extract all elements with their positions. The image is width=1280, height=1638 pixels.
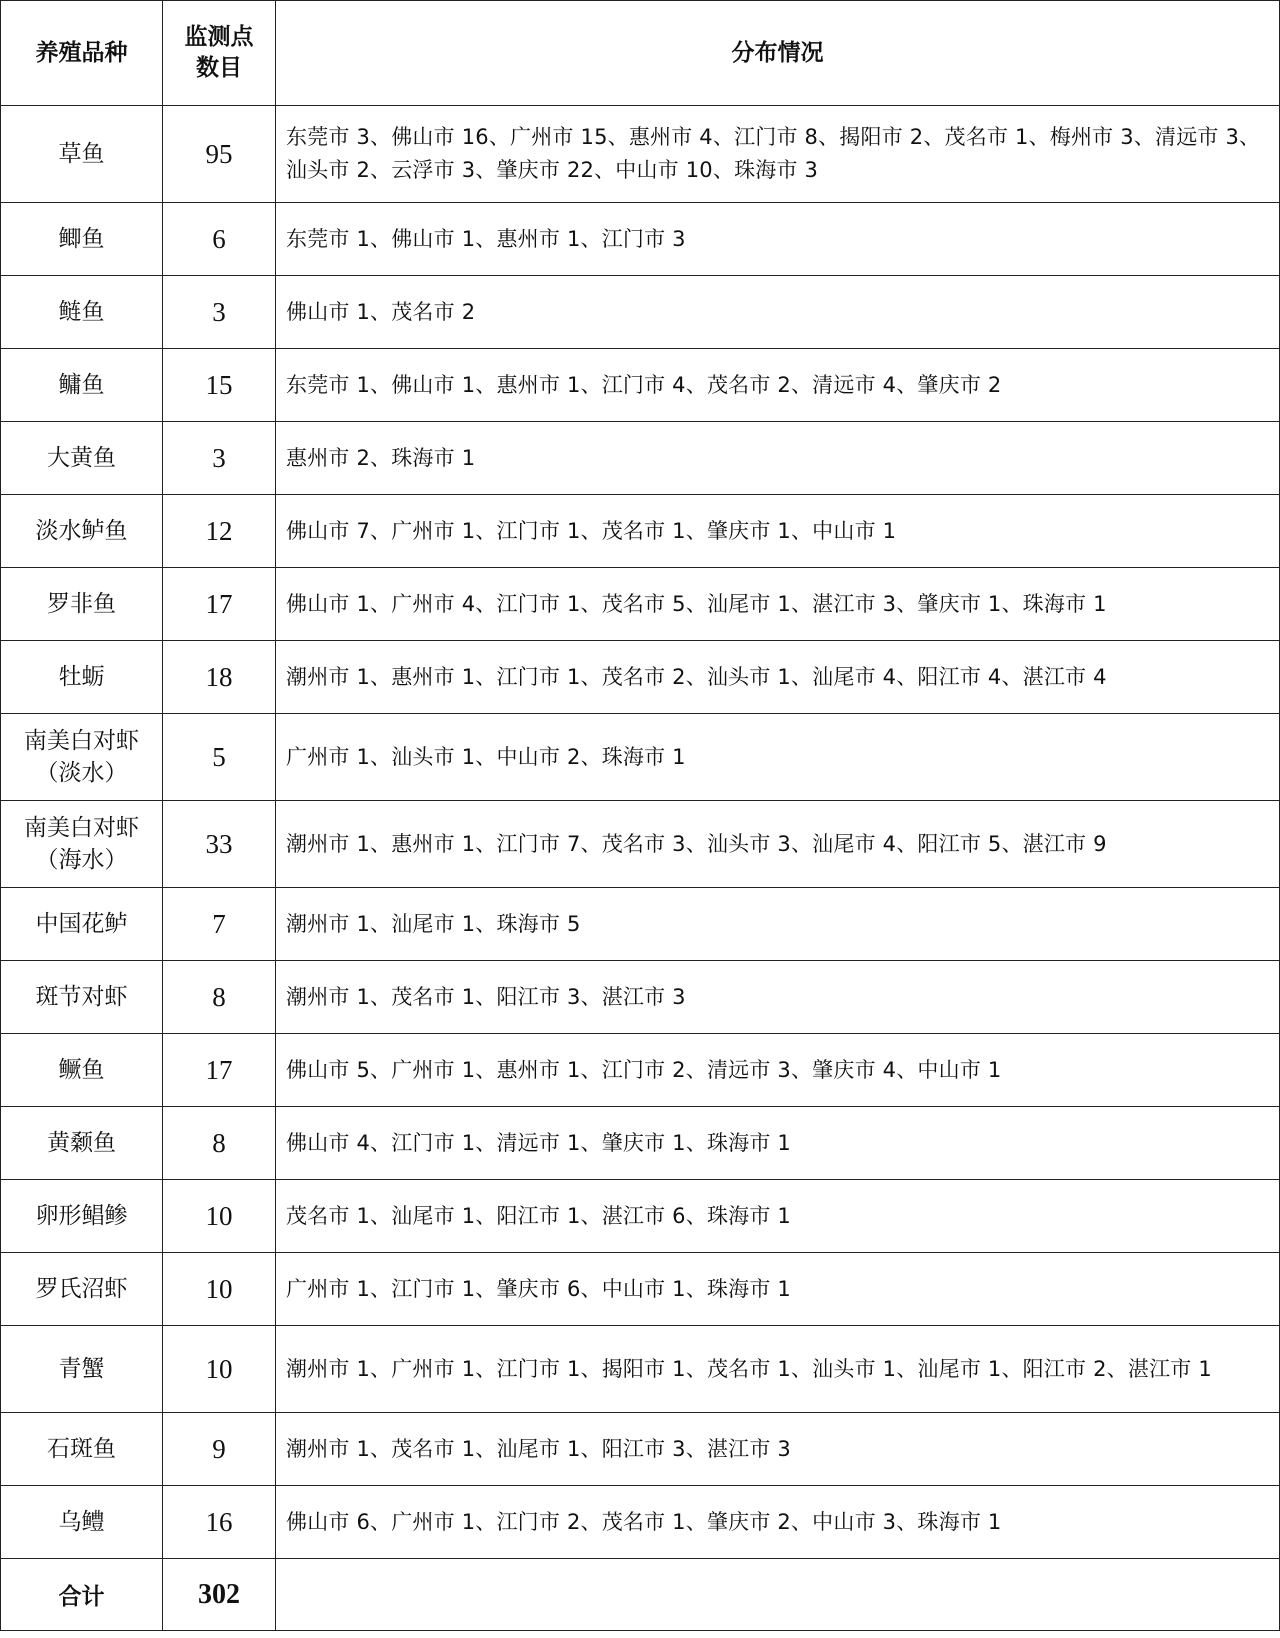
count-cell: 12 bbox=[163, 495, 276, 568]
table-row bbox=[1, 568, 1280, 641]
distribution-cell: 潮州市 1、广州市 1、江门市 1、揭阳市 1、茂名市 1、汕头市 1、汕尾市 1、阳江市 2、湛江市 1 bbox=[276, 1326, 1280, 1413]
total-row bbox=[1, 1559, 1280, 1631]
distribution-cell: 东莞市 1、佛山市 1、惠州市 1、江门市 4、茂名市 2、清远市 4、肇庆市 2 bbox=[276, 349, 1280, 422]
count-cell: 9 bbox=[163, 1413, 276, 1486]
species-cell bbox=[1, 801, 163, 888]
species-cell: 鳙鱼 bbox=[1, 349, 163, 422]
species-cell: 大黄鱼 bbox=[1, 422, 163, 495]
species-cell: 斑节对虾 bbox=[1, 961, 163, 1034]
count-cell: 8 bbox=[163, 961, 276, 1034]
species-cell: 青蟹 bbox=[1, 1326, 163, 1413]
distribution-cell: 惠州市 2、珠海市 1 bbox=[276, 422, 1280, 495]
header-count-text: 监测点 数目 bbox=[184, 24, 254, 81]
count-cell: 3 bbox=[163, 276, 276, 349]
species-cell: 鲢鱼 bbox=[1, 276, 163, 349]
table-row bbox=[1, 961, 1280, 1034]
count-cell: 18 bbox=[163, 641, 276, 714]
count-cell: 10 bbox=[163, 1326, 276, 1413]
species-cell: 鳜鱼 bbox=[1, 1034, 163, 1107]
table-row bbox=[1, 203, 1280, 276]
table-row bbox=[1, 1486, 1280, 1559]
species-text: 南美白对虾 （海水） bbox=[24, 815, 139, 873]
count-cell: 10 bbox=[163, 1253, 276, 1326]
table-row bbox=[1, 1413, 1280, 1486]
table-row bbox=[1, 349, 1280, 422]
total-distribution bbox=[276, 1559, 1280, 1631]
species-cell: 牡蛎 bbox=[1, 641, 163, 714]
distribution-cell: 潮州市 1、茂名市 1、阳江市 3、湛江市 3 bbox=[276, 961, 1280, 1034]
count-cell: 16 bbox=[163, 1486, 276, 1559]
distribution-cell: 茂名市 1、汕尾市 1、阳江市 1、湛江市 6、珠海市 1 bbox=[276, 1180, 1280, 1253]
distribution-cell: 佛山市 5、广州市 1、惠州市 1、江门市 2、清远市 3、肇庆市 4、中山市 1 bbox=[276, 1034, 1280, 1107]
distribution-cell: 佛山市 1、广州市 4、江门市 1、茂名市 5、汕尾市 1、湛江市 3、肇庆市 1、珠海市 1 bbox=[276, 568, 1280, 641]
distribution-cell: 东莞市 3、佛山市 16、广州市 15、惠州市 4、江门市 8、揭阳市 2、茂名市 1、梅州市 3、清远市 3、汕头市 2、云浮市 3、肇庆市 22、中山市 10、珠海市 3 bbox=[276, 106, 1280, 203]
count-cell: 15 bbox=[163, 349, 276, 422]
count-cell: 5 bbox=[163, 714, 276, 801]
total-label: 合计 bbox=[1, 1559, 163, 1631]
distribution-cell: 潮州市 1、惠州市 1、江门市 7、茂名市 3、汕头市 3、汕尾市 4、阳江市 5、湛江市 9 bbox=[276, 801, 1280, 888]
distribution-cell: 广州市 1、江门市 1、肇庆市 6、中山市 1、珠海市 1 bbox=[276, 1253, 1280, 1326]
header-count bbox=[163, 1, 276, 106]
distribution-cell: 潮州市 1、汕尾市 1、珠海市 5 bbox=[276, 888, 1280, 961]
table-row bbox=[1, 276, 1280, 349]
count-cell: 33 bbox=[163, 801, 276, 888]
table-row bbox=[1, 888, 1280, 961]
count-cell: 7 bbox=[163, 888, 276, 961]
distribution-cell: 潮州市 1、茂名市 1、汕尾市 1、阳江市 3、湛江市 3 bbox=[276, 1413, 1280, 1486]
distribution-cell: 潮州市 1、惠州市 1、江门市 1、茂名市 2、汕头市 1、汕尾市 4、阳江市 4、湛江市 4 bbox=[276, 641, 1280, 714]
count-cell: 3 bbox=[163, 422, 276, 495]
species-cell: 淡水鲈鱼 bbox=[1, 495, 163, 568]
species-cell: 石斑鱼 bbox=[1, 1413, 163, 1486]
header-distribution: 分布情况 bbox=[276, 1, 1280, 106]
distribution-cell: 广州市 1、汕头市 1、中山市 2、珠海市 1 bbox=[276, 714, 1280, 801]
header-species: 养殖品种 bbox=[1, 1, 163, 106]
species-cell: 乌鳢 bbox=[1, 1486, 163, 1559]
count-cell: 17 bbox=[163, 1034, 276, 1107]
count-cell: 10 bbox=[163, 1180, 276, 1253]
distribution-cell: 佛山市 7、广州市 1、江门市 1、茂名市 1、肇庆市 1、中山市 1 bbox=[276, 495, 1280, 568]
count-cell: 17 bbox=[163, 568, 276, 641]
table-row bbox=[1, 495, 1280, 568]
species-cell: 卵形鲳鲹 bbox=[1, 1180, 163, 1253]
count-cell: 95 bbox=[163, 106, 276, 203]
table-row bbox=[1, 422, 1280, 495]
table-row bbox=[1, 641, 1280, 714]
table-body bbox=[1, 106, 1280, 1631]
table-row bbox=[1, 1180, 1280, 1253]
distribution-cell: 东莞市 1、佛山市 1、惠州市 1、江门市 3 bbox=[276, 203, 1280, 276]
species-cell: 草鱼 bbox=[1, 106, 163, 203]
table-row bbox=[1, 1034, 1280, 1107]
species-cell: 罗氏沼虾 bbox=[1, 1253, 163, 1326]
species-cell bbox=[1, 714, 163, 801]
table-row bbox=[1, 1326, 1280, 1413]
table-row bbox=[1, 801, 1280, 888]
total-count: 302 bbox=[163, 1559, 276, 1631]
table-row bbox=[1, 1253, 1280, 1326]
distribution-cell: 佛山市 4、江门市 1、清远市 1、肇庆市 1、珠海市 1 bbox=[276, 1107, 1280, 1180]
species-cell: 罗非鱼 bbox=[1, 568, 163, 641]
table-row bbox=[1, 714, 1280, 801]
distribution-cell: 佛山市 6、广州市 1、江门市 2、茂名市 1、肇庆市 2、中山市 3、珠海市 1 bbox=[276, 1486, 1280, 1559]
species-text: 南美白对虾 （淡水） bbox=[24, 728, 139, 786]
species-cell: 中国花鲈 bbox=[1, 888, 163, 961]
distribution-cell: 佛山市 1、茂名市 2 bbox=[276, 276, 1280, 349]
species-cell: 黄颡鱼 bbox=[1, 1107, 163, 1180]
table-row bbox=[1, 106, 1280, 203]
count-cell: 6 bbox=[163, 203, 276, 276]
species-cell: 鲫鱼 bbox=[1, 203, 163, 276]
count-cell: 8 bbox=[163, 1107, 276, 1180]
table-row bbox=[1, 1107, 1280, 1180]
header-row bbox=[1, 1, 1280, 106]
